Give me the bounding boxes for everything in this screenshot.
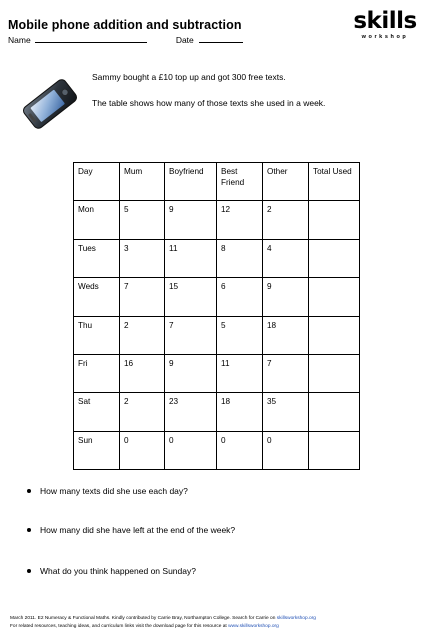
date-blank: [199, 35, 243, 43]
day-cell: Sat: [74, 393, 120, 431]
table-cell: 11: [165, 239, 217, 277]
intro-line-2: The table shows how many of those texts she used in a week.: [92, 98, 326, 108]
name-date-line: [8, 35, 243, 45]
table-cell: 0: [120, 431, 165, 469]
name-blank: [35, 35, 147, 43]
name-label: Name: [8, 35, 31, 45]
mobile-phone-icon: [18, 72, 82, 136]
footer-link[interactable]: www.skillsworkshop.org: [228, 624, 279, 629]
day-cell: Sun: [74, 431, 120, 469]
header-cell: Boyfriend: [165, 163, 217, 201]
table-cell: 2: [120, 393, 165, 431]
question-3: [27, 566, 196, 576]
day-cell: Fri: [74, 354, 120, 392]
table-cell: 9: [263, 278, 309, 316]
day-cell: Weds: [74, 278, 120, 316]
question-text: What do you think happened on Sunday?: [40, 566, 196, 576]
header-cell: Other: [263, 163, 309, 201]
footer-line-1: [10, 616, 316, 621]
logo-subword: workshop: [361, 34, 409, 40]
date-label: Date: [175, 35, 194, 45]
header-cell: Day: [74, 163, 120, 201]
table-cell: 15: [165, 278, 217, 316]
footer-link[interactable]: skillsworkshop.org: [276, 616, 316, 621]
table-row: [74, 316, 360, 354]
day-cell: Thu: [74, 316, 120, 354]
table-cell: 7: [120, 278, 165, 316]
total-cell[interactable]: [309, 278, 360, 316]
question-1: [27, 486, 188, 496]
question-2: [27, 525, 235, 535]
logo-word: skills: [353, 8, 417, 34]
texts-table: [73, 162, 360, 470]
table-cell: 9: [165, 201, 217, 239]
page-title: Mobile phone addition and subtraction: [8, 18, 242, 32]
day-cell: Tues: [74, 239, 120, 277]
table-cell: 11: [217, 354, 263, 392]
total-cell[interactable]: [309, 239, 360, 277]
total-cell[interactable]: [309, 316, 360, 354]
table-row: [74, 354, 360, 392]
total-cell[interactable]: [309, 431, 360, 469]
bullet-icon: [27, 489, 31, 493]
table-cell: 35: [263, 393, 309, 431]
table-cell: 2: [263, 201, 309, 239]
total-cell[interactable]: [309, 201, 360, 239]
table-cell: 4: [263, 239, 309, 277]
header-cell: Best Friend: [217, 163, 263, 201]
header-cell: Total Used: [309, 163, 360, 201]
bullet-icon: [27, 569, 31, 573]
total-cell[interactable]: [309, 393, 360, 431]
day-cell: Mon: [74, 201, 120, 239]
table-cell: 18: [263, 316, 309, 354]
table-row: [74, 201, 360, 239]
table-cell: 16: [120, 354, 165, 392]
table-cell: 5: [120, 201, 165, 239]
table-cell: 18: [217, 393, 263, 431]
footer-line-2: [10, 624, 279, 629]
table-cell: 6: [217, 278, 263, 316]
table-cell: 3: [120, 239, 165, 277]
footer-text: March 2011. E2 Numeracy & Functional Maths. Kindly contributed by Carrie Bray, Northampton College. Search for Carrie on: [10, 616, 276, 621]
table-cell: 12: [217, 201, 263, 239]
skills-workshop-logo: [352, 4, 418, 48]
table-cell: 2: [120, 316, 165, 354]
table-cell: 23: [165, 393, 217, 431]
table-row: [74, 278, 360, 316]
table-row: [74, 431, 360, 469]
table-cell: 7: [165, 316, 217, 354]
footer-text: For related resources, teaching ideas, and curriculum links visit the download page for this resource at: [10, 624, 227, 629]
table-cell: 0: [263, 431, 309, 469]
header-cell: Mum: [120, 163, 165, 201]
total-cell[interactable]: [309, 354, 360, 392]
question-text: How many did she have left at the end of the week?: [40, 525, 236, 535]
table-cell: 8: [217, 239, 263, 277]
table-cell: 7: [263, 354, 309, 392]
bullet-icon: [27, 528, 31, 532]
table-cell: 0: [165, 431, 217, 469]
question-text: How many texts did she use each day?: [40, 486, 188, 496]
intro-line-1: Sammy bought a £10 top up and got 300 free texts.: [92, 72, 286, 82]
table-cell: 9: [165, 354, 217, 392]
table-cell: 0: [217, 431, 263, 469]
table-row: [74, 239, 360, 277]
table-row: [74, 393, 360, 431]
table-cell: 5: [217, 316, 263, 354]
table-header-row: [74, 163, 360, 201]
